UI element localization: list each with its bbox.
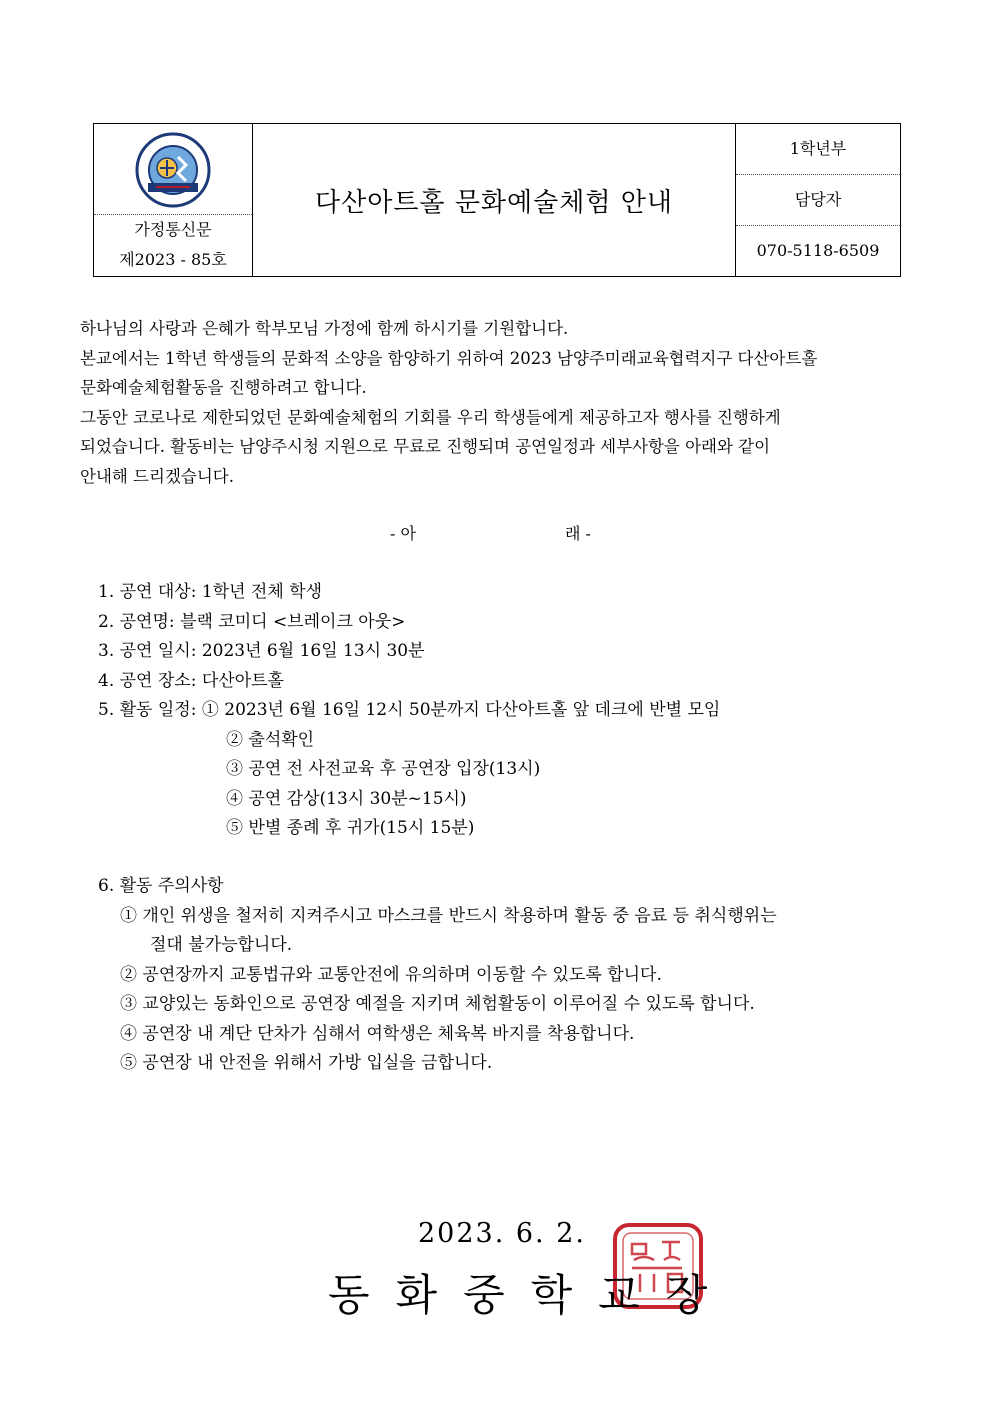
below-heading-right: 래 - [565,524,591,543]
list-item: 2. 공연명: 블랙 코미디 <브레이크 아웃> [98,611,406,632]
signature-school-principal: 동화중학교장 [328,1271,734,1321]
issue-date: 2023. 6. 2. [418,1218,586,1249]
logo-cell [94,124,253,277]
notes-title: 6. 활동 주의사항 [98,876,224,896]
list-item: 5. 활동 일정: ① 2023년 6월 16일 12시 50분까지 다산아트홀 앞 데크에 반별 모임 [98,700,721,720]
info-cell [736,124,901,277]
note-item: ④ 공연장 내 계단 단차가 심해서 여학생은 체육복 바지를 착용합니다. [120,1023,635,1044]
contact-label: 담당자 [736,175,900,226]
schedule-item: ② 출석확인 [226,729,315,750]
title-cell [253,124,736,277]
below-heading-left: - 아 [390,524,416,543]
page-title: 다산아트홀 문화예술체험 안내 [314,187,674,218]
newsletter-label: 가정통신문 [134,219,212,239]
list-item: 4. 공연 장소: 다산아트홀 [98,670,284,691]
notes-section [98,872,777,1079]
list-item: 1. 공연 대상: 1학년 전체 학생 [98,582,323,602]
note-item: 절대 불가능합니다. [150,935,293,955]
intro-text [80,314,930,491]
intro-line: 문화예술체험활동을 진행하려고 합니다. [80,378,367,397]
schedule-item: ③ 공연 전 사전교육 후 공연장 입장(13시) [226,759,541,779]
schedule-item: ⑤ 반별 종례 후 귀가(15시 15분) [226,818,475,838]
intro-line: 본교에서는 1학년 학생들의 문화적 소양을 함양하기 위하여 2023 남양주미래교육협력지구 다산아트홀 [80,348,818,368]
school-logo-icon [134,131,212,209]
note-item: ③ 교양있는 동화인으로 공연장 예절을 지키며 체험활동이 이루어질 수 있도록 합니다. [120,994,755,1014]
issue-number: 제2023 - 85호 [119,249,227,269]
list-item: 3. 공연 일시: 2023년 6월 16일 13시 30분 [98,641,425,661]
intro-line: 되었습니다. 활동비는 남양주시청 지원으로 무료로 진행되며 공연일정과 세부사항을 아래와 같이 [80,437,771,456]
intro-line: 하나님의 사랑과 은혜가 학부모님 가정에 함께 하시기를 기원합니다. [80,319,569,338]
details-list [98,578,720,844]
note-item: ⑤ 공연장 내 안전을 위해서 가방 입실을 금합니다. [120,1053,493,1073]
contact-phone: 070-5118-6509 [756,241,880,260]
schedule-item: ④ 공연 감상(13시 30분~15시) [226,788,467,809]
header-table [93,123,901,277]
intro-line: 안내해 드리겠습니다. [80,466,234,486]
note-item: ② 공연장까지 교통법규와 교통안전에 유의하며 이동할 수 있도록 합니다. [120,964,662,985]
note-item: ① 개인 위생을 철저히 지켜주시고 마스크를 반드시 착용하며 활동 중 음료 등 취식행위는 [120,905,777,926]
department: 1학년부 [736,124,900,175]
intro-line: 그동안 코로나로 제한되었던 문화예술체험의 기회를 우리 학생들에게 제공하고자 행사를 진행하게 [80,407,781,427]
